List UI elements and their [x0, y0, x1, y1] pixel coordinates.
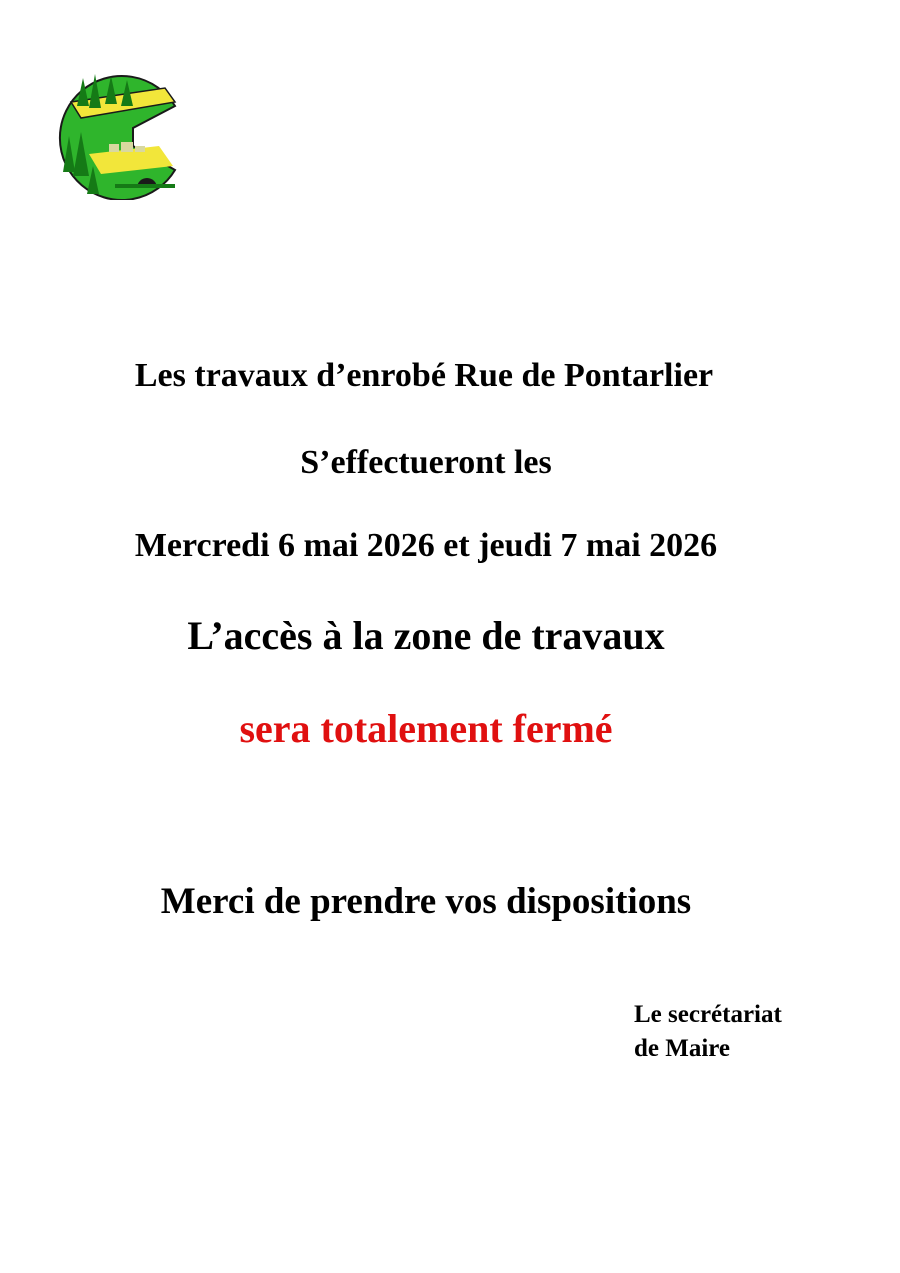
notice-thanks: Merci de prendre vos dispositions	[160, 881, 692, 922]
village-logo	[55, 66, 185, 200]
notice-line-2: S’effectueront les	[300, 444, 552, 481]
notice-closed-alert: sera totalement fermé	[239, 706, 613, 751]
notice-dates: Mercredi 6 mai 2026 et jeudi 7 mai 2026	[134, 527, 718, 564]
notice-access: L’accès à la zone de travaux	[187, 613, 665, 658]
signature	[634, 998, 782, 1066]
signature-line-1: Le secrétariat	[634, 1001, 782, 1028]
notice-line-1: Les travaux d’enrobé Rue de Pontarlier	[134, 357, 714, 394]
signature-line-2: de Maire	[634, 1035, 731, 1062]
